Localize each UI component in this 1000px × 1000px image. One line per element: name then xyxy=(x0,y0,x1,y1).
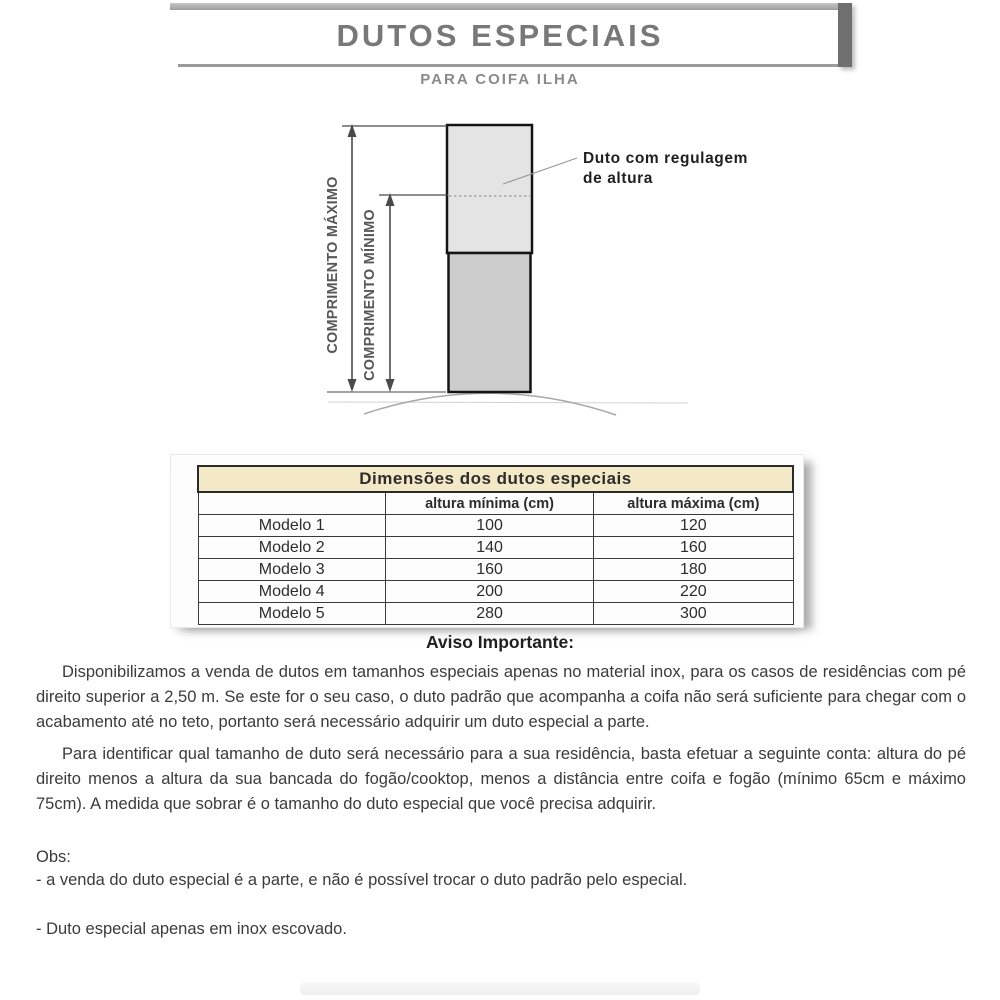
max-height-cell: 220 xyxy=(594,581,793,603)
max-height-cell: 180 xyxy=(594,559,793,581)
min-height-cell: 200 xyxy=(385,581,593,603)
duct-upper-section xyxy=(447,125,532,253)
table-header-row xyxy=(198,492,793,515)
page-subtitle: PARA COIFA ILHA xyxy=(420,71,580,88)
banner-end-block xyxy=(838,3,852,67)
obs-heading: Obs: xyxy=(36,848,71,866)
max-height-cell: 300 xyxy=(594,603,793,625)
model-cell: Modelo 1 xyxy=(198,515,385,537)
table-title: Dimensões dos dutos especiais xyxy=(198,466,793,492)
page-title: DUTOS ESPECIAIS xyxy=(336,18,664,53)
dimensions-table xyxy=(197,465,794,625)
obs-item: - Duto especial apenas em inox escovado. xyxy=(36,919,347,938)
dimensions-table-panel xyxy=(170,454,804,628)
notice-heading: Aviso Importante: xyxy=(425,632,575,652)
banner-top-bar xyxy=(170,3,848,10)
arrowhead-down-icon xyxy=(386,379,395,392)
min-height-cell: 100 xyxy=(385,515,593,537)
callout-label-line1: Duto com regulagem xyxy=(583,150,748,167)
duct-diagram xyxy=(280,105,800,440)
model-cell: Modelo 4 xyxy=(198,581,385,603)
obs-item: - a venda do duto especial é a parte, e não é possível trocar o duto padrão pelo especial. xyxy=(36,871,688,890)
table-row xyxy=(198,515,793,537)
duct-lower-section xyxy=(449,253,531,392)
table-row xyxy=(198,537,793,559)
model-cell: Modelo 5 xyxy=(198,603,385,625)
banner-divider xyxy=(178,64,840,67)
arrowhead-down-icon xyxy=(348,379,357,392)
hood-baseline xyxy=(328,402,688,403)
notice-paragraph-1: Disponibilizamos a venda de dutos em tamanhos especiais apenas no material inox, para os casos de residências com pé direito superior a 2,50 m. Se este for o seu caso, o duto padrão que acompanha a coifa não será suficiente para chegar com o acabamento até no teto, portanto será necessário adquirir um duto especial a parte. xyxy=(36,663,966,731)
min-height-cell: 140 xyxy=(385,537,593,559)
max-height-cell: 160 xyxy=(594,537,793,559)
table-row xyxy=(198,581,793,603)
hood-arc xyxy=(364,393,616,415)
model-cell: Modelo 3 xyxy=(198,559,385,581)
obs-section xyxy=(36,846,966,940)
min-length-label: COMPRIMENTO MÍNIMO xyxy=(362,209,378,381)
column-header-min: altura mínima (cm) xyxy=(385,492,593,515)
column-header-model xyxy=(198,492,385,515)
min-height-cell: 160 xyxy=(385,559,593,581)
table-row xyxy=(198,603,793,625)
max-length-label: COMPRIMENTO MÁXIMO xyxy=(325,176,341,354)
scan-artifact xyxy=(300,982,700,995)
max-height-cell: 120 xyxy=(594,515,793,537)
column-header-max: altura máxima (cm) xyxy=(594,492,793,515)
callout-label-line2: de altura xyxy=(583,170,654,187)
model-cell: Modelo 2 xyxy=(198,537,385,559)
notice-paragraph-2: Para identificar qual tamanho de duto será necessário para a sua residência, basta efetuar a seguinte conta: altura do pé direito menos a altura da sua bancada do fogão/cooktop, menos a distância entre coifa e fogão (mínimo 65cm e máximo 75cm). A medida que sobrar é o tamanho do duto especial que você precisa adquirir. xyxy=(36,745,966,813)
min-height-cell: 280 xyxy=(385,603,593,625)
table-row xyxy=(198,559,793,581)
